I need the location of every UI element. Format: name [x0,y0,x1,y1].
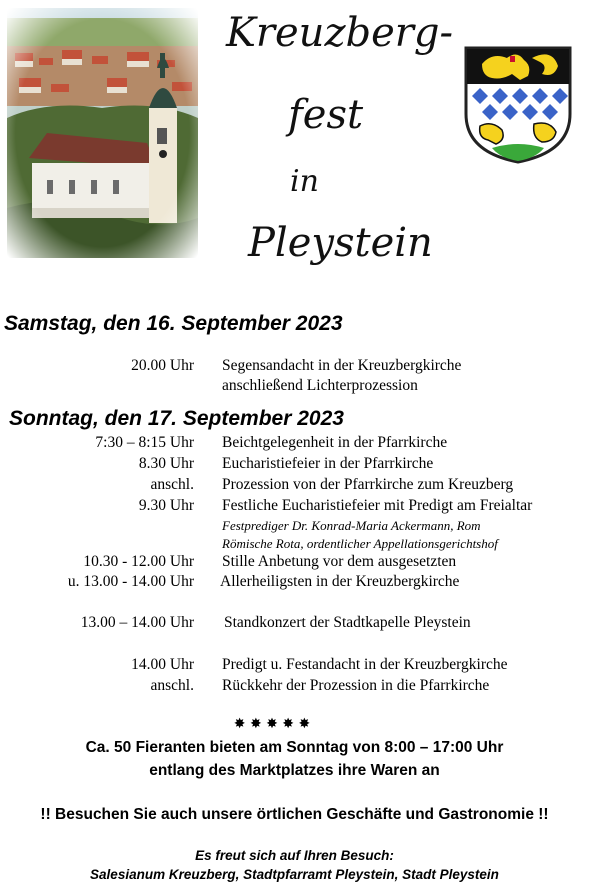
market-line-1: Ca. 50 Fieranten bieten am Sonntag von 8:00 – 17:00 Uhr [85,739,504,756]
saturday-heading: Samstag, den 16. September 2023 [4,312,343,335]
coat-of-arms-icon [462,44,574,166]
event-text: Predigt u. Festandacht in der Kreuzbergkirche [222,656,508,673]
title-line-2: fest [288,92,364,138]
event-time: anschl. [150,476,194,493]
event-text: Prozession von der Pfarrkirche zum Kreuzberg [222,476,514,493]
event-text: Segensandacht in der Kreuzbergkirche [222,357,462,374]
sunday-heading: Sonntag, den 17. September 2023 [9,407,344,430]
event-time: u. 13.00 - 14.00 Uhr [67,573,194,590]
event-text-2: anschließend Lichterprozession [222,377,418,394]
title-line-4: Pleystein [248,220,433,266]
event-time: 14.00 Uhr [131,656,194,673]
event-text: Eucharistiefeier in der Pfarrkirche [222,455,434,472]
preacher-line-2: Römische Rota, ordentlicher Appellationsgerichtshof [222,536,498,551]
event-time: 9.30 Uhr [138,497,194,514]
event-text: Stille Anbetung vor dem ausgesetzten [222,553,457,570]
star-divider: ✸ ✸ ✸ ✸ ✸ [233,716,311,732]
event-time: 8.30 Uhr [138,455,194,472]
event-time: anschl. [150,677,194,694]
event-text: Allerheiligsten in der Kreuzbergkirche [220,573,460,590]
event-text: Rückkehr der Prozession in die Pfarrkirche [222,677,490,694]
church-photo-illustration [7,8,198,258]
shops-notice: !! Besuchen Sie auch unsere örtlichen Geschäfte und Gastronomie !! [40,806,549,823]
event-time: 10.30 - 12.00 Uhr [83,553,194,570]
event-text: Standkonzert der Stadtkapelle Pleystein [224,614,471,631]
title-line-1: Kreuzberg- [226,10,454,56]
event-text: Festliche Eucharistiefeier mit Predigt am Freialtar [222,497,533,514]
church-aerial-photo [7,8,198,258]
event-text: Beichtgelegenheit in der Pfarrkirche [222,434,448,451]
title-line-3: in [290,164,319,199]
event-time: 20.00 Uhr [131,357,194,374]
event-time: 13.00 – 14.00 Uhr [80,614,194,631]
footer-line-1: Es freut sich auf Ihren Besuch: [195,848,394,863]
event-time: 7:30 – 8:15 Uhr [95,434,194,451]
footer-line-2: Salesianum Kreuzberg, Stadtpfarramt Pleystein, Stadt Pleystein [90,867,499,882]
preacher-line-1: Festprediger Dr. Konrad-Maria Ackermann, Rom [222,518,481,533]
market-line-2: entlang des Marktplatzes ihre Waren an [149,762,440,779]
